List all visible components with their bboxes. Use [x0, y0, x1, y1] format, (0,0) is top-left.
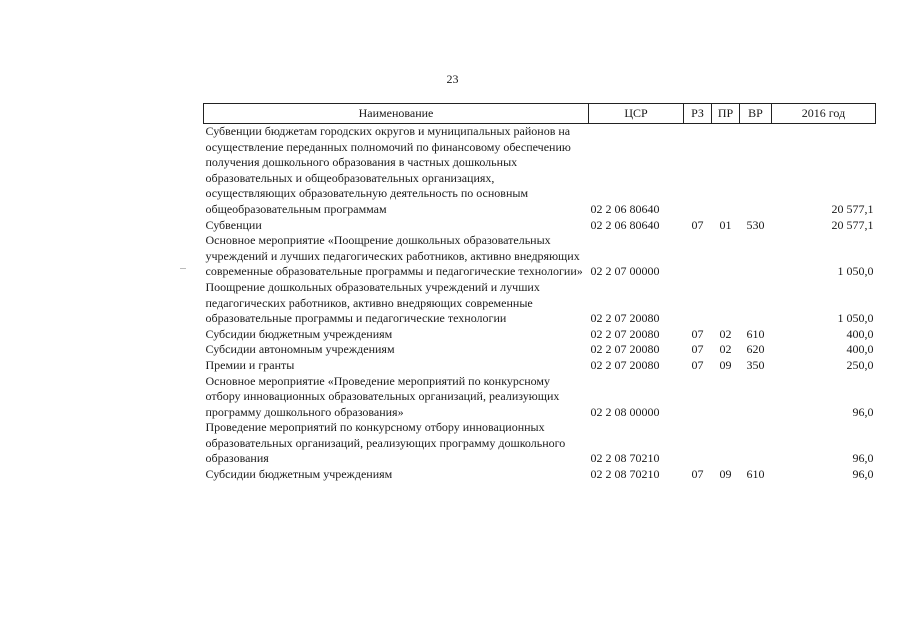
cell-rz — [684, 374, 712, 421]
cell-name: Основное мероприятие «Проведение мероприятий по конкурсному отбору инновационных образовательных организаций, реализующих программу дошкольного образования» — [205, 373, 560, 419]
cell-vr — [740, 420, 772, 467]
table-row — [204, 374, 876, 421]
cell-rz: 07 — [691, 326, 704, 341]
table-row — [204, 342, 876, 358]
cell-vr: 350 — [746, 357, 765, 372]
cell-csr: 02 2 07 00000 — [590, 264, 660, 279]
cell-rz — [684, 420, 712, 467]
cell-amount: 250,0 — [846, 357, 874, 372]
cell-amount: 96,0 — [852, 467, 874, 482]
cell-csr: 02 2 08 70210 — [590, 451, 660, 466]
cell-csr: 02 2 07 20080 — [590, 342, 660, 357]
cell-csr: 02 2 06 80640 — [590, 217, 660, 232]
cell-pr — [712, 420, 740, 467]
cell-amount: 96,0 — [852, 404, 874, 419]
cell-pr — [712, 124, 740, 218]
cell-name: Проведение мероприятий по конкурсному отбору инновационных образовательных организаций, реализующих программу дошкольного образования — [205, 420, 566, 466]
cell-csr: 02 2 07 20080 — [590, 311, 660, 326]
header-vr: ВР — [740, 104, 772, 124]
header-name: Наименование — [204, 104, 589, 124]
cell-amount: 20 577,1 — [831, 217, 874, 232]
cell-name: Поощрение дошкольных образовательных учреждений и лучших педагогических работников, активно внедряющих современные образовательные программы и педагогические технологии — [205, 279, 540, 326]
table-row — [204, 327, 876, 343]
cell-vr: 530 — [746, 217, 765, 232]
table-row — [204, 467, 876, 483]
cell-vr: 610 — [746, 326, 765, 341]
table-row — [204, 218, 876, 234]
scan-mark — [180, 268, 186, 269]
cell-pr: 02 — [719, 326, 732, 341]
cell-csr: 02 2 08 70210 — [590, 467, 660, 482]
cell-vr: 620 — [746, 342, 765, 357]
cell-name: Субсидии бюджетным учреждениям — [205, 326, 393, 341]
cell-amount: 1 050,0 — [837, 311, 874, 326]
cell-pr — [712, 374, 740, 421]
cell-vr — [740, 124, 772, 218]
cell-name: Субсидии бюджетным учреждениям — [205, 467, 393, 482]
cell-pr: 01 — [719, 217, 732, 232]
header-csr: ЦСР — [589, 104, 684, 124]
cell-pr — [712, 280, 740, 327]
table-row — [204, 124, 876, 218]
cell-name: Премии и гранты — [205, 357, 295, 372]
cell-rz: 07 — [691, 357, 704, 372]
cell-amount: 1 050,0 — [837, 264, 874, 279]
table-row — [204, 233, 876, 280]
page-number: 23 — [446, 72, 459, 86]
cell-vr — [740, 374, 772, 421]
cell-amount: 400,0 — [846, 342, 874, 357]
cell-name: Субсидии автономным учреждениям — [205, 342, 395, 357]
cell-rz — [684, 124, 712, 218]
cell-pr: 09 — [719, 467, 732, 482]
cell-pr: 09 — [719, 357, 732, 372]
cell-pr: 02 — [719, 342, 732, 357]
header-pr: ПР — [712, 104, 740, 124]
cell-name: Субвенции бюджетам городских округов и муниципальных районов на осуществление переданных полномочий по финансовому обеспечению получения дошкольного образования в частных дошкольных образовательных и общеобразовательных организациях, осуществляющих образовательную деятельность по основным общеобразовательным программам — [205, 124, 571, 216]
budget-table — [203, 103, 876, 483]
cell-vr — [740, 233, 772, 280]
cell-vr — [740, 280, 772, 327]
cell-rz: 07 — [691, 467, 704, 482]
cell-vr: 610 — [746, 467, 765, 482]
cell-name: Субвенции — [205, 217, 262, 232]
cell-amount: 400,0 — [846, 326, 874, 341]
cell-csr: 02 2 08 00000 — [590, 404, 660, 419]
cell-pr — [712, 233, 740, 280]
cell-rz — [684, 233, 712, 280]
table-row — [204, 280, 876, 327]
cell-rz: 07 — [691, 217, 704, 232]
cell-amount: 20 577,1 — [831, 201, 874, 216]
table-row — [204, 358, 876, 374]
cell-rz — [684, 280, 712, 327]
header-year: 2016 год — [772, 104, 876, 124]
table-header-row — [204, 104, 876, 124]
cell-csr: 02 2 07 20080 — [590, 357, 660, 372]
header-rz: РЗ — [684, 104, 712, 124]
cell-csr: 02 2 06 80640 — [590, 201, 660, 216]
cell-amount: 96,0 — [852, 451, 874, 466]
cell-rz: 07 — [691, 342, 704, 357]
table-body — [204, 124, 876, 483]
cell-csr: 02 2 07 20080 — [590, 326, 660, 341]
table-row — [204, 420, 876, 467]
cell-name: Основное мероприятие «Поощрение дошкольных образовательных учреждений и лучших педагогических работников, активно внедряющих современные образовательные программы и педагогические технологии» — [205, 233, 583, 279]
